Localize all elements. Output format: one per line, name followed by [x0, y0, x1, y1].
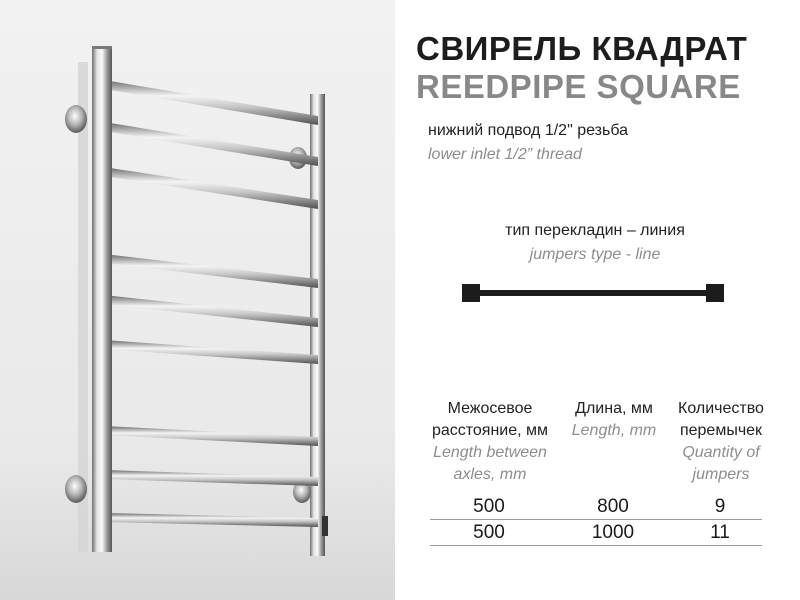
header-length-ru: Длина, мм — [575, 400, 653, 417]
jumper-line-icon — [462, 282, 724, 304]
header-axle-distance — [424, 398, 556, 486]
cell-length: 1000 — [591, 521, 635, 543]
jumpers-type-en: jumpers type - line — [529, 246, 661, 263]
cell-jumpers: 9 — [714, 495, 726, 517]
header-axle-distance-en: Length between axles, mm — [433, 444, 547, 483]
product-photo — [0, 0, 395, 600]
product-title: СВИРЕЛЬ КВАДРАТ — [416, 30, 748, 67]
table-row — [430, 520, 762, 546]
cell-axle-distance: 500 — [473, 495, 505, 517]
cell-jumpers: 11 — [710, 521, 730, 543]
connection-type-en: lower inlet 1/2” thread — [428, 146, 582, 163]
header-length — [560, 398, 668, 442]
header-jumpers-quantity — [666, 398, 776, 486]
product-title-en: REEDPIPE SQUARE — [416, 68, 741, 105]
header-length-en: Length, mm — [571, 422, 657, 439]
table-row — [430, 494, 762, 520]
connection-type: нижний подвод 1/2" резьба — [428, 122, 629, 139]
header-axle-distance-ru: Межосевое расстояние, мм — [431, 400, 549, 439]
header-jumpers-quantity-ru: Количество перемычек — [678, 400, 764, 439]
cell-axle-distance: 500 — [473, 521, 505, 543]
cell-length: 800 — [597, 495, 629, 517]
specs-table — [430, 494, 762, 546]
header-jumpers-quantity-en: Quantity of jumpers — [682, 444, 760, 483]
jumpers-type: тип перекладин – линия — [505, 222, 685, 239]
